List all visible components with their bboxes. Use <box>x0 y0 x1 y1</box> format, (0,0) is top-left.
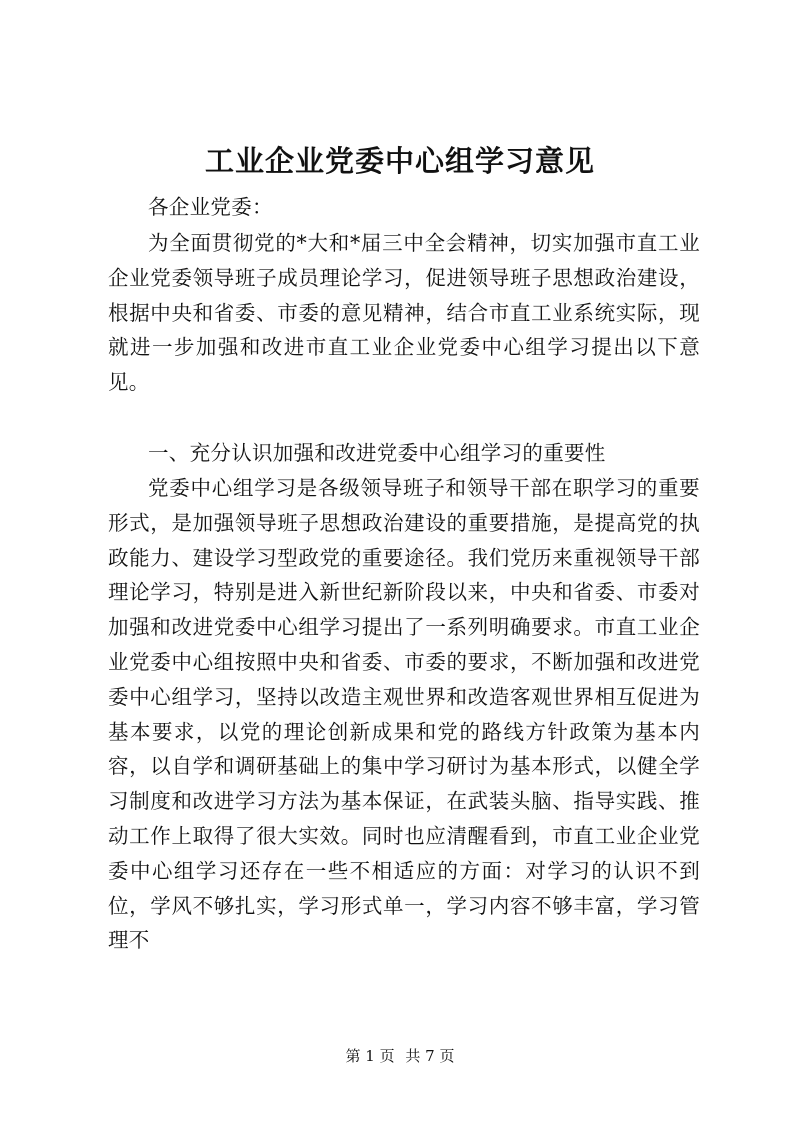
intro-paragraph: 为全面贯彻党的*大和*届三中全会精神，切实加强市直工业企业党委领导班子成员理论学习，促进领导班子思想政治建设，根据中央和省委、市委的意见精神，结合市直工业系统实际，现就进一步加强和改进市直工业企业党委中心组学习提出以下意见。 <box>108 231 700 395</box>
page-number: 第 1 页 <box>345 1047 395 1065</box>
section-heading: 一、充分认识加强和改进党委中心组学习的重要性 <box>148 441 606 465</box>
document-title: 工业企业党委中心组学习意见 <box>204 144 595 178</box>
section-body-paragraph: 党委中心组学习是各级领导班子和领导干部在职学习的重要形式，是加强领导班子思想政治建设的重要措施，是提高党的执政能力、建设学习型政党的重要途径。我们党历来重视领导干部理论学习，特别是进入新世纪新阶段以来，中央和省委、市委对加强和改进党委中心组学习提出了一系列明确要求。市直工业企业党委中心组按照中央和省委、市委的要求，不断加强和改进党委中心组学习，坚持以改造主观世界和改造客观世界相互促进为基本要求，以党的理论创新成果和党的路线方针政策为基本内容，以自学和调研基础上的集中学习研讨为基本形式，以健全学习制度和改进学习方法为基本保证，在武装头脑、指导实践、推动工作上取得了很大实效。同时也应清醒看到，市直工业企业党委中心组学习还存在一些不相适应的方面：对学习的认识不到位，学风不够扎实，学习形式单一，学习内容不够丰富，学习管理不 <box>108 476 700 953</box>
page-footer <box>0 1046 800 1066</box>
salutation: 各企业党委： <box>148 195 273 219</box>
page-total: 共 7 页 <box>405 1047 455 1065</box>
